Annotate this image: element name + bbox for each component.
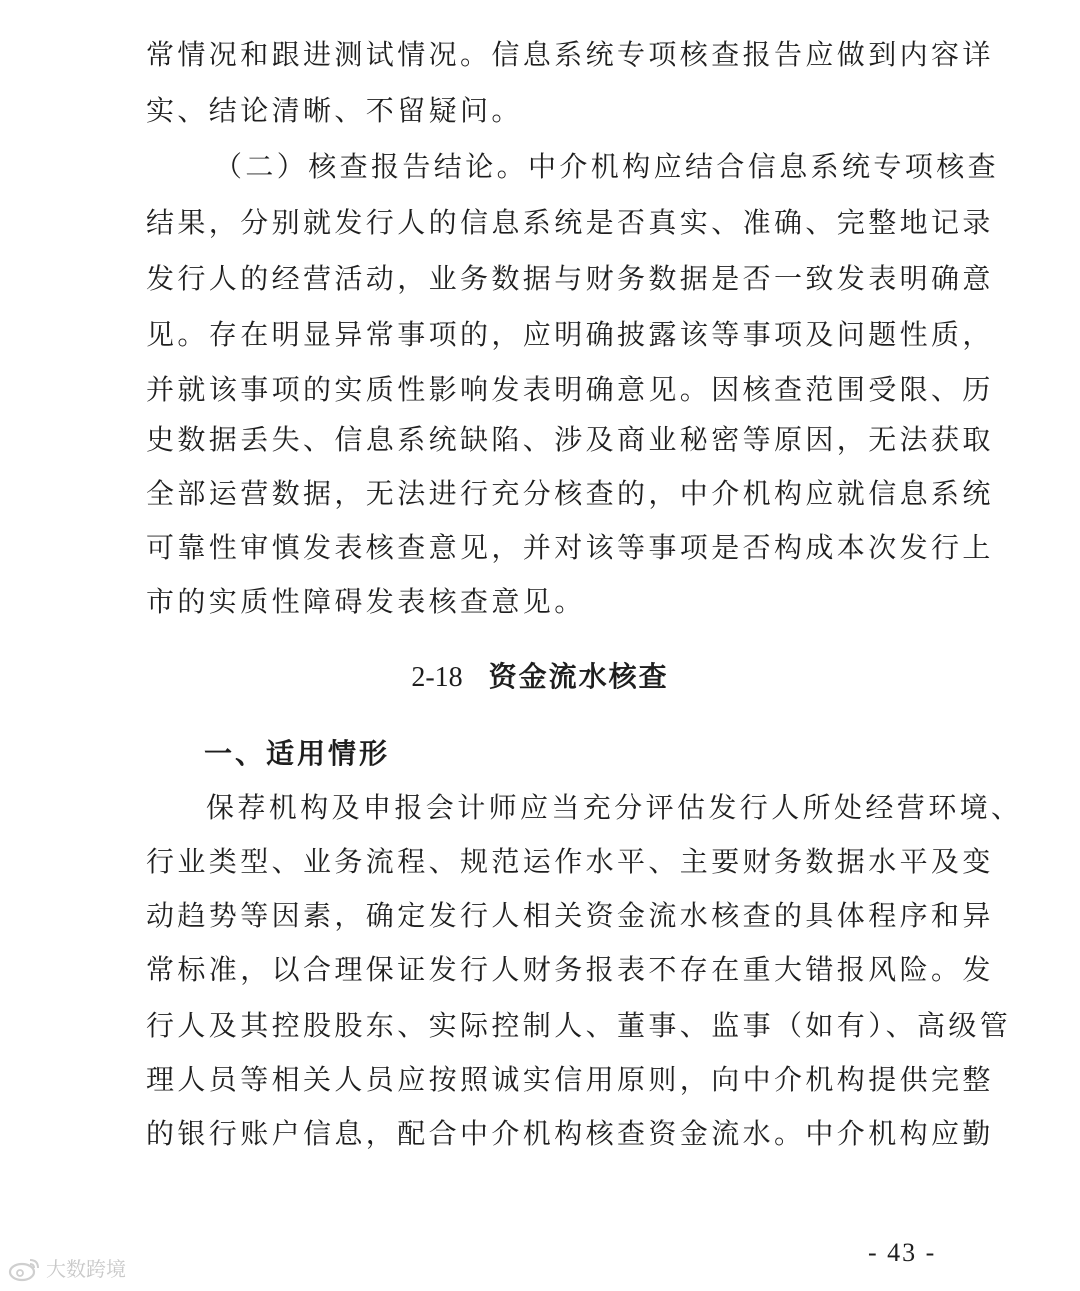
conclusion-line-7: 全部运营数据，无法进行充分核查的，中介机构应就信息系统 bbox=[146, 477, 994, 510]
conclusion-line-3: 发行人的经营活动，业务数据与财务数据是否一致发表明确意 bbox=[146, 262, 994, 295]
applicable-line-2: 行业类型、业务流程、规范运作水平、主要财务数据水平及变 bbox=[146, 845, 994, 878]
section-number: 2-18 bbox=[411, 662, 463, 693]
section-heading bbox=[0, 657, 1080, 698]
applicable-line-7: 的银行账户信息，配合中介机构核查资金流水。中介机构应勤 bbox=[146, 1117, 994, 1150]
applicable-line-5: 行人及其控股股东、实际控制人、董事、监事（如有）、高级管 bbox=[146, 1009, 1012, 1042]
conclusion-line-4: 见。存在明显异常事项的，应明确披露该等事项及问题性质， bbox=[146, 318, 994, 351]
conclusion-line-8: 可靠性审慎发表核查意见，并对该等事项是否构成本次发行上 bbox=[146, 531, 994, 564]
intro-line-2: 实、结论清晰、不留疑问。 bbox=[146, 94, 523, 127]
subsection-title: 一、适用情形 bbox=[204, 737, 391, 770]
applicable-line-6: 理人员等相关人员应按照诚实信用原则，向中介机构提供完整 bbox=[146, 1063, 994, 1096]
conclusion-line-5: 并就该事项的实质性影响发表明确意见。因核查范围受限、历 bbox=[146, 373, 994, 406]
section-title: 资金流水核查 bbox=[488, 660, 669, 693]
weibo-logo-icon bbox=[8, 1256, 42, 1282]
intro-line-1: 常情况和跟进测试情况。信息系统专项核查报告应做到内容详 bbox=[146, 38, 994, 71]
watermark bbox=[8, 1255, 126, 1283]
watermark-text: 大数跨境 bbox=[46, 1257, 126, 1281]
page-number: - 43 - bbox=[868, 1238, 937, 1267]
conclusion-line-2: 结果，分别就发行人的信息系统是否真实、准确、完整地记录 bbox=[146, 206, 994, 239]
conclusion-line-6: 史数据丢失、信息系统缺陷、涉及商业秘密等原因，无法获取 bbox=[146, 423, 994, 456]
conclusion-line-9: 市的实质性障碍发表核查意见。 bbox=[146, 585, 586, 618]
applicable-line-1: 保荐机构及申报会计师应当充分评估发行人所处经营环境、 bbox=[206, 791, 1023, 824]
applicable-line-4: 常标准，以合理保证发行人财务报表不存在重大错报风险。发 bbox=[146, 953, 994, 986]
conclusion-line-1: （二）核查报告结论。中介机构应结合信息系统专项核查 bbox=[214, 150, 1000, 183]
applicable-line-3: 动趋势等因素，确定发行人相关资金流水核查的具体程序和异 bbox=[146, 899, 994, 932]
